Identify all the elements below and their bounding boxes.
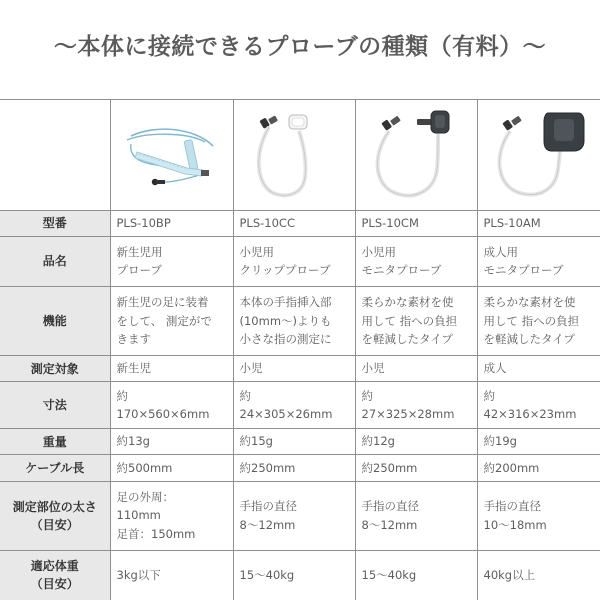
label-line: 測定部位の太さ (12, 499, 97, 514)
cell-weight-range (355, 550, 477, 600)
label-line: 寸法 (42, 398, 67, 413)
page-title: ～本体に接続できるプローブの種類（有料）～ (53, 34, 547, 60)
cell-line: 小児用 (361, 245, 396, 260)
clip-probe-icon (239, 105, 349, 205)
cell-line: 42×316×23mm (483, 407, 577, 422)
row-function (0, 286, 600, 355)
label-line: 型番 (42, 216, 67, 231)
label-line: （目安） (30, 517, 79, 532)
cell-model-number (477, 210, 600, 236)
label-line: （目安） (30, 577, 79, 592)
cell-weight (355, 428, 477, 454)
cell-line: 約 (483, 388, 495, 403)
cell-line: 小児用 (239, 245, 274, 260)
cell-line: 約13g (116, 434, 150, 449)
cell-model-number (233, 210, 355, 236)
cell-cable-length (355, 455, 477, 481)
probe-spec-table (0, 99, 600, 600)
cell-line: 約12g (361, 434, 395, 449)
cell-line: 27×325×28mm (361, 407, 455, 422)
cell-line: きます (116, 331, 151, 346)
label-function (0, 286, 110, 355)
cell-line: 約 (116, 388, 128, 403)
row-site-thickness (0, 481, 600, 550)
cell-line: 3kg以下 (116, 568, 161, 583)
cell-line: 170×560×6mm (116, 407, 210, 422)
label-dimensions (0, 382, 110, 429)
cell-line: を軽減したタイプ (361, 331, 453, 346)
cell-dimensions (233, 382, 355, 429)
cell-line: 柔らかな素材を使 (361, 295, 454, 310)
cell-target (110, 355, 233, 381)
cell-target (233, 355, 355, 381)
cell-line: 約250mm (239, 460, 296, 475)
label-line: 重量 (42, 434, 67, 449)
cell-line: 用して 指への負担 (361, 313, 458, 328)
cell-target (355, 355, 477, 381)
cell-line: 手指の直径 (361, 499, 419, 514)
image-row (0, 100, 600, 211)
cell-line: 手指の直径 (483, 499, 541, 514)
cell-site-thickness (110, 481, 233, 550)
neonatal-wrap-probe-icon (117, 110, 227, 200)
image-cell-pls-10cm (355, 100, 477, 211)
cell-product-name (355, 237, 477, 287)
cell-line: 10～18mm (483, 517, 547, 532)
label-line: 測定対象 (30, 361, 79, 376)
cell-line: 成人用 (483, 245, 518, 260)
cell-weight (477, 428, 600, 454)
pediatric-monitor-probe-icon (361, 105, 471, 205)
image-cell-pls-10cc (233, 100, 355, 211)
cell-function (110, 286, 233, 355)
cell-target (477, 355, 600, 381)
cell-site-thickness (477, 481, 600, 550)
cell-line: 小児 (361, 361, 385, 376)
cell-cable-length (477, 455, 600, 481)
cell-line: 約200mm (483, 460, 540, 475)
cell-line: 15～40kg (361, 568, 417, 583)
cell-line: 約500mm (116, 460, 173, 475)
cell-model-number (355, 210, 477, 236)
cell-weight-range (233, 550, 355, 600)
cell-function (233, 286, 355, 355)
row-weight-range (0, 550, 600, 600)
label-weight-range (0, 550, 110, 600)
cell-line: 約250mm (361, 460, 418, 475)
cell-product-name (477, 237, 600, 287)
cell-line: 小さな指の測定に (239, 331, 332, 346)
cell-line: 手指の直径 (239, 499, 297, 514)
cell-function (355, 286, 477, 355)
cell-line: 約 (239, 388, 251, 403)
cell-model-number (110, 210, 233, 236)
label-line: 品名 (42, 254, 67, 269)
row-cable-length (0, 455, 600, 481)
cell-dimensions (477, 382, 600, 429)
row-product-name (0, 237, 600, 287)
cell-line: 8～12mm (361, 517, 418, 532)
cell-weight (110, 428, 233, 454)
cell-line: 新生児の足に装着 (116, 295, 209, 310)
cell-line: 小児 (239, 361, 263, 376)
cell-product-name (110, 237, 233, 287)
label-cable-length (0, 455, 110, 481)
label-product-name (0, 237, 110, 287)
cell-weight-range (477, 550, 600, 600)
cell-line: プローブ (116, 263, 162, 278)
image-cell-pls-10am (477, 100, 600, 211)
cell-cable-length (233, 455, 355, 481)
adult-monitor-probe-icon (484, 105, 594, 205)
label-line: ケーブル長 (25, 460, 85, 475)
cell-dimensions (355, 382, 477, 429)
cell-line: 新生児 (116, 361, 151, 376)
cell-line: PLS-10AM (483, 216, 541, 231)
cell-line: 40kg以上 (483, 568, 536, 583)
row-target (0, 355, 600, 381)
label-site-thickness (0, 481, 110, 550)
row-weight (0, 428, 600, 454)
cell-line: PLS-10CM (361, 216, 419, 231)
cell-site-thickness (355, 481, 477, 550)
label-line: 適応体重 (30, 559, 79, 574)
cell-line: 足の外周： (116, 490, 174, 505)
cell-line: 約15g (239, 434, 273, 449)
label-weight (0, 428, 110, 454)
cell-line: 24×305×26mm (239, 407, 333, 422)
cell-cable-length (110, 455, 233, 481)
cell-line: PLS-10CC (239, 216, 295, 231)
cell-line: 用して 指への負担 (483, 313, 580, 328)
cell-line: 成人 (483, 361, 507, 376)
label-target (0, 355, 110, 381)
image-cell-pls-10bp (110, 100, 233, 211)
cell-line: 本体の手指挿入部 (239, 295, 332, 310)
cell-line: 約19g (483, 434, 517, 449)
row-dimensions (0, 382, 600, 429)
cell-line: 約 (361, 388, 373, 403)
cell-weight-range (110, 550, 233, 600)
cell-site-thickness (233, 481, 355, 550)
label-model-number (0, 210, 110, 236)
cell-dimensions (110, 382, 233, 429)
cell-weight (233, 428, 355, 454)
cell-line: を軽減したタイプ (483, 331, 575, 346)
corner-cell (0, 100, 110, 211)
cell-line: をして、 測定がで (116, 313, 212, 328)
cell-line: 110mm (116, 508, 161, 523)
cell-line: (10mm～)よりも (239, 313, 332, 328)
cell-line: 新生児用 (116, 245, 163, 260)
row-model-number (0, 210, 600, 236)
cell-line: クリッププローブ (239, 263, 331, 278)
cell-line: 足首：150mm (116, 526, 196, 541)
cell-line: 8～12mm (239, 517, 296, 532)
label-line: 機能 (42, 313, 67, 328)
cell-product-name (233, 237, 355, 287)
cell-function (477, 286, 600, 355)
cell-line: PLS-10BP (116, 216, 171, 231)
cell-line: 柔らかな素材を使 (483, 295, 576, 310)
cell-line: モニタプローブ (361, 263, 442, 278)
cell-line: 15～40kg (239, 568, 295, 583)
cell-line: モニタプローブ (483, 263, 564, 278)
